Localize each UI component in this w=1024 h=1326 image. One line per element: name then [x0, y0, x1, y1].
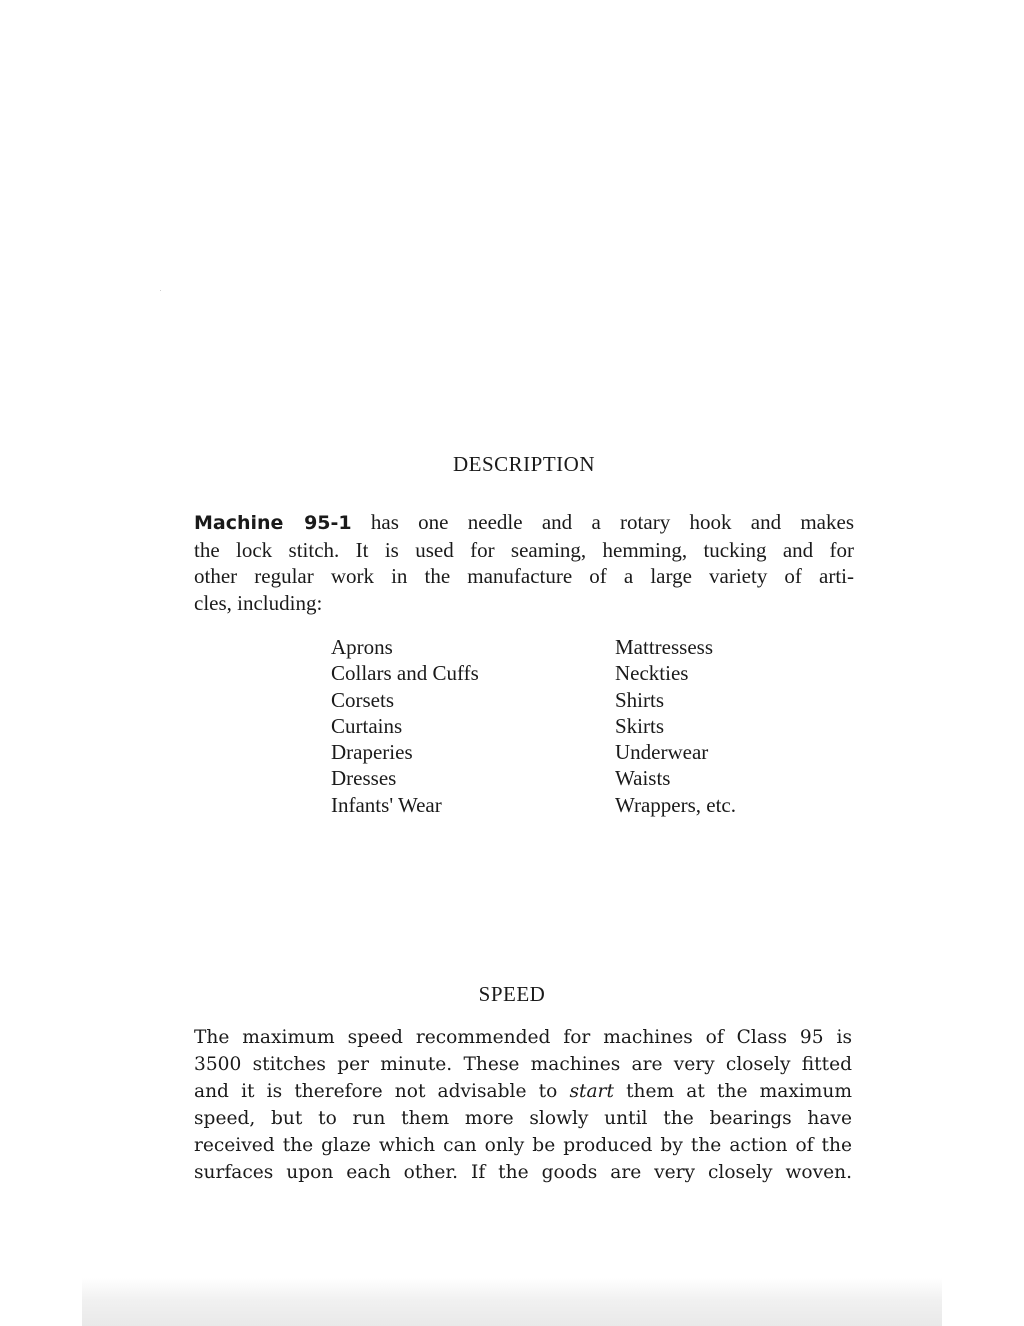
article-item: Aprons — [331, 635, 393, 659]
description-line-1 — [194, 509, 854, 537]
article-item: Wrappers, etc. — [615, 792, 737, 817]
article-item: Curtains — [331, 713, 403, 738]
speed-line-1: The maximum speed recommended for machines of Class 95 is — [194, 1027, 852, 1048]
article-item: Neckties — [615, 661, 689, 686]
emphasis-start: start — [569, 1081, 614, 1102]
speed-line-2: 3500 stitches per minute. These machines are very closely fitted — [194, 1054, 852, 1075]
speed-line-5: received the glaze which can only be produced by the action of the — [194, 1135, 852, 1156]
speed-line-3-tail: them at the maximum — [613, 1081, 852, 1102]
description-paragraph — [194, 509, 854, 617]
speed-heading: SPEED — [478, 982, 546, 1006]
description-line-1-text: has one needle and a rotary hook and makes — [351, 510, 854, 534]
speed-line-4: speed, but to run them more slowly until the bearings have — [194, 1108, 852, 1129]
speed-paragraph — [194, 1024, 852, 1186]
description-line-4: cles, including: — [194, 591, 323, 616]
speed-line-3 — [194, 1078, 852, 1105]
article-item: Skirts — [615, 713, 665, 738]
articles-list-right — [615, 634, 736, 818]
description-line-2: the lock stitch. It is used for seaming, hemming, tucking and for — [194, 537, 854, 562]
article-item: Collars and Cuffs — [331, 661, 479, 686]
article-item: Waists — [615, 766, 671, 791]
description-line-3: other regular work in the manufacture of a large variety of arti- — [194, 564, 854, 589]
description-heading: DESCRIPTION — [452, 452, 595, 476]
articles-list-left — [331, 634, 479, 818]
speed-line-6: surfaces upon each other. If the goods are very closely woven. — [194, 1162, 852, 1183]
scan-speck — [160, 290, 161, 291]
speed-line-3-head: and it is therefore not advisable to — [194, 1081, 570, 1102]
article-item: Draperies — [331, 740, 413, 765]
article-item: Mattressess — [615, 635, 713, 659]
article-item: Corsets — [331, 687, 394, 712]
machine-name: Machine 95-1 — [194, 512, 352, 534]
article-item: Infants' Wear — [331, 792, 442, 817]
page-bottom-shadow — [82, 1278, 942, 1326]
article-item: Shirts — [615, 687, 665, 712]
article-item: Underwear — [615, 740, 709, 765]
article-item: Dresses — [331, 766, 397, 791]
